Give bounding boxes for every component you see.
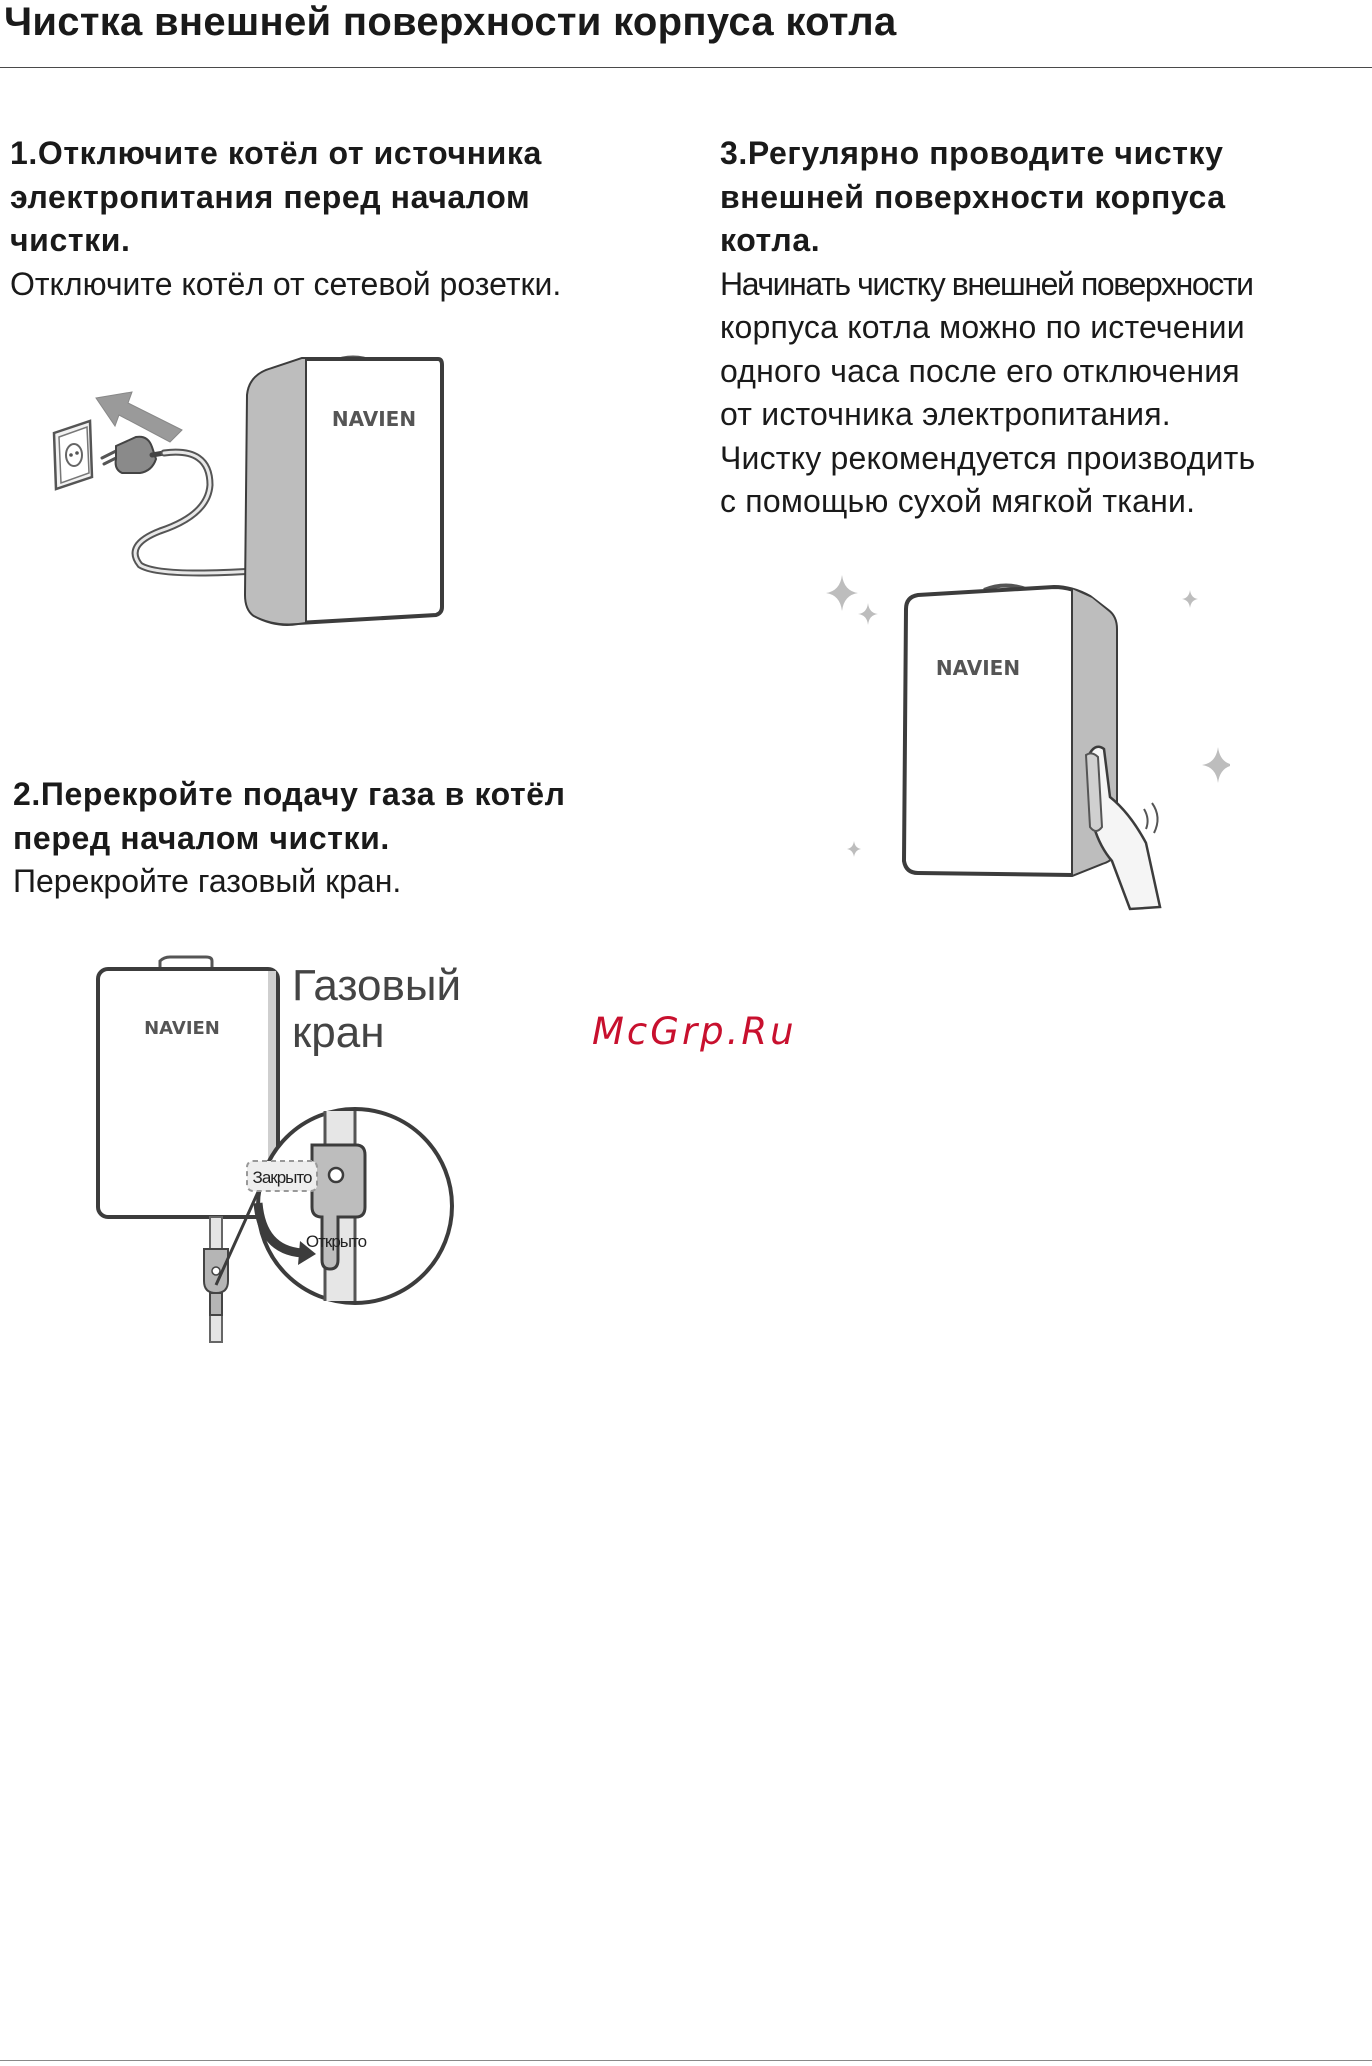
step-1-heading-line: 1.Отключите котёл от источника xyxy=(10,135,542,171)
step-3-heading-line: 3.Регулярно проводите чистку xyxy=(720,135,1224,171)
pull-arrow-icon xyxy=(96,392,182,442)
step-3-text-line: одного часа после его отключения xyxy=(720,352,1240,389)
footer-divider xyxy=(0,2060,1372,2061)
step-1-heading-line: электропитания перед началом xyxy=(10,178,531,215)
step-2-heading-line: 2.Перекройте подачу газа в котёл xyxy=(13,776,566,812)
power-plug-icon xyxy=(102,437,164,473)
step-2-text-line: Перекройте газовый кран. xyxy=(13,863,402,899)
step-3-text xyxy=(720,263,1255,524)
step-2-heading xyxy=(13,773,566,860)
step-3-text-line: от источника электропитания. xyxy=(720,396,1171,432)
boiler-unit xyxy=(246,358,442,625)
step-3-heading-line: котла. xyxy=(720,222,821,258)
step-1-heading-line: чистки. xyxy=(10,222,131,258)
step-3-text-line: корпуса котла можно по истечении xyxy=(720,309,1245,345)
step-2 xyxy=(13,773,566,904)
header-divider xyxy=(0,67,1372,68)
brand-logo: NAVIEN xyxy=(144,1018,220,1039)
gas-pipe xyxy=(204,1217,228,1342)
brand-logo: NAVIEN xyxy=(331,407,417,431)
brand-logo: NAVIEN xyxy=(935,656,1021,680)
step-3-heading xyxy=(720,132,1255,263)
step-1-heading xyxy=(10,132,561,263)
wall-socket-icon xyxy=(54,421,92,489)
open-label: Открыто xyxy=(305,1232,367,1251)
hand-with-cloth-icon xyxy=(1086,747,1160,909)
step-3-heading-line: внешней поверхности корпуса xyxy=(720,178,1226,215)
step-2-text xyxy=(13,860,566,904)
step-3 xyxy=(720,132,1255,524)
gas-tap-label: Газовый xyxy=(292,961,462,1010)
step-1-text xyxy=(10,263,561,307)
step-2-heading-line: перед началом чистки. xyxy=(13,819,390,856)
step-3-text-line: Чистку рекомендуется производить xyxy=(720,439,1256,476)
step-1 xyxy=(10,132,561,306)
step-3-text-line: с помощью сухой мягкой ткани. xyxy=(720,483,1196,519)
wipe-boiler-illustration xyxy=(810,565,1230,920)
step-3-text-line: Начинать чистку внешней поверхности xyxy=(720,265,1253,302)
boiler-unit xyxy=(904,586,1116,876)
unplug-boiler-illustration xyxy=(40,345,460,635)
closed-label: Закрыто xyxy=(252,1168,312,1187)
page-title: Чистка внешней поверхности корпуса котла xyxy=(4,0,897,44)
gas-tap-label: кран xyxy=(292,1008,385,1057)
watermark: McGrp.Ru xyxy=(592,1010,797,1053)
gas-tap-illustration xyxy=(90,955,520,1355)
step-1-text-line: Отключите котёл от сетевой розетки. xyxy=(10,265,562,302)
